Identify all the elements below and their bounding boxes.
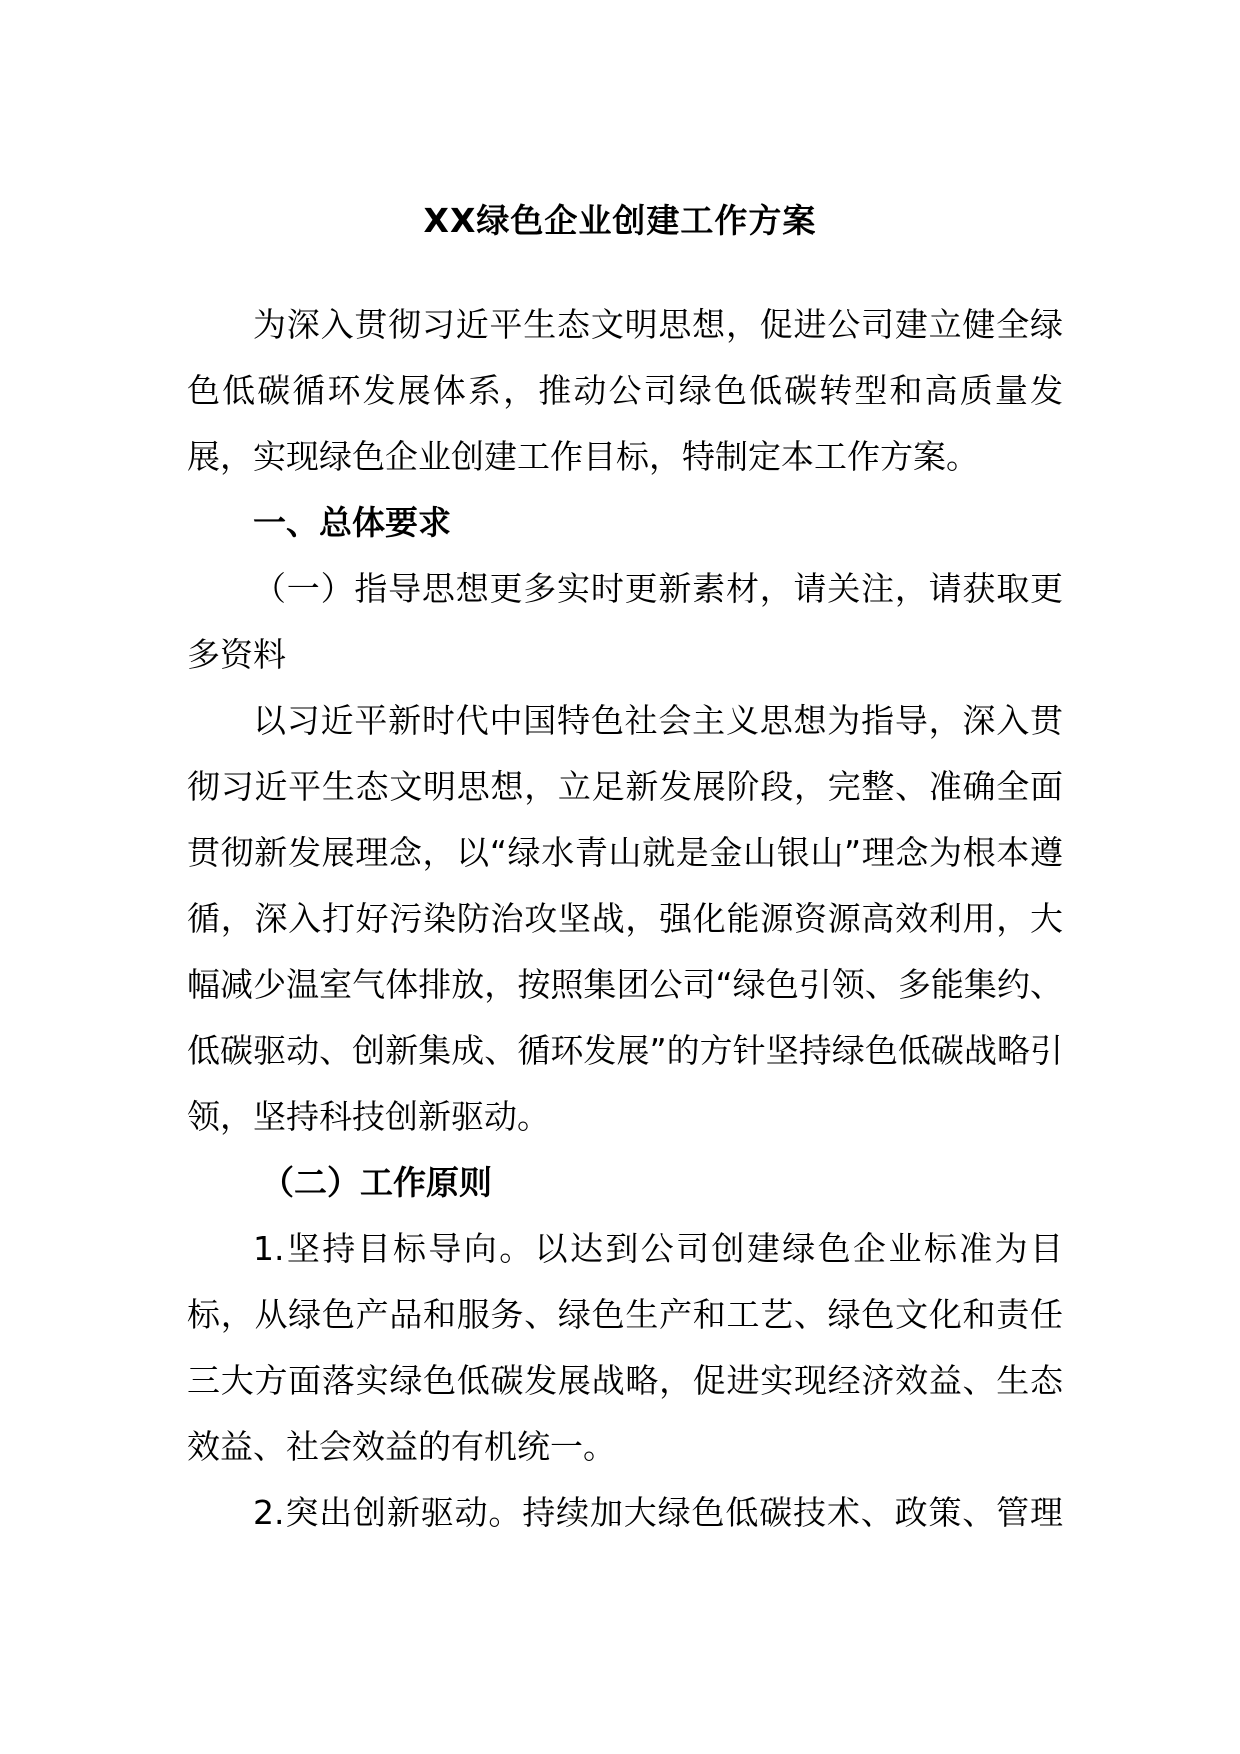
section-heading-general-requirements: 一、总体要求 [253,503,451,542]
document-title: XX绿色企业创建工作方案 [423,201,817,240]
subsection-heading-guiding-ideology: （一）指导思想更多实时更新素材，请关注，请获取更多资料 [187,569,1063,674]
document-body [187,292,1063,1546]
principle-paragraph-1: 1.坚持目标导向。以达到公司创建绿色企业标准为目标，从绿色产品和服务、绿色生产和工艺、绿色文化和责任三大方面落实绿色低碳发展战略，促进实现经济效益、生态效益、社会效益的有机统一。 [187,1229,1063,1466]
guiding-ideology-paragraph: 以习近平新时代中国特色社会主义思想为指导，深入贯彻习近平生态文明思想，立足新发展阶段，完整、准确全面贯彻新发展理念，以“绿水青山就是金山银山”理念为根本遵循，深入打好污染防治攻坚战，强化能源资源高效利用，大幅减少温室气体排放，按照集团公司“绿色引领、多能集约、低碳驱动、创新集成、循环发展”的方针坚持绿色低碳战略引领，坚持科技创新驱动。 [187,701,1063,1136]
intro-paragraph: 为深入贯彻习近平生态文明思想，促进公司建立健全绿色低碳循环发展体系，推动公司绿色低碳转型和高质量发展，实现绿色企业创建工作目标，特制定本工作方案。 [187,305,1063,476]
subsection-heading-work-principles: （二）工作原则 [261,1163,492,1202]
principle-paragraph-2: 2.突出创新驱动。持续加大绿色低碳技术、政策、管理 [253,1493,1063,1532]
